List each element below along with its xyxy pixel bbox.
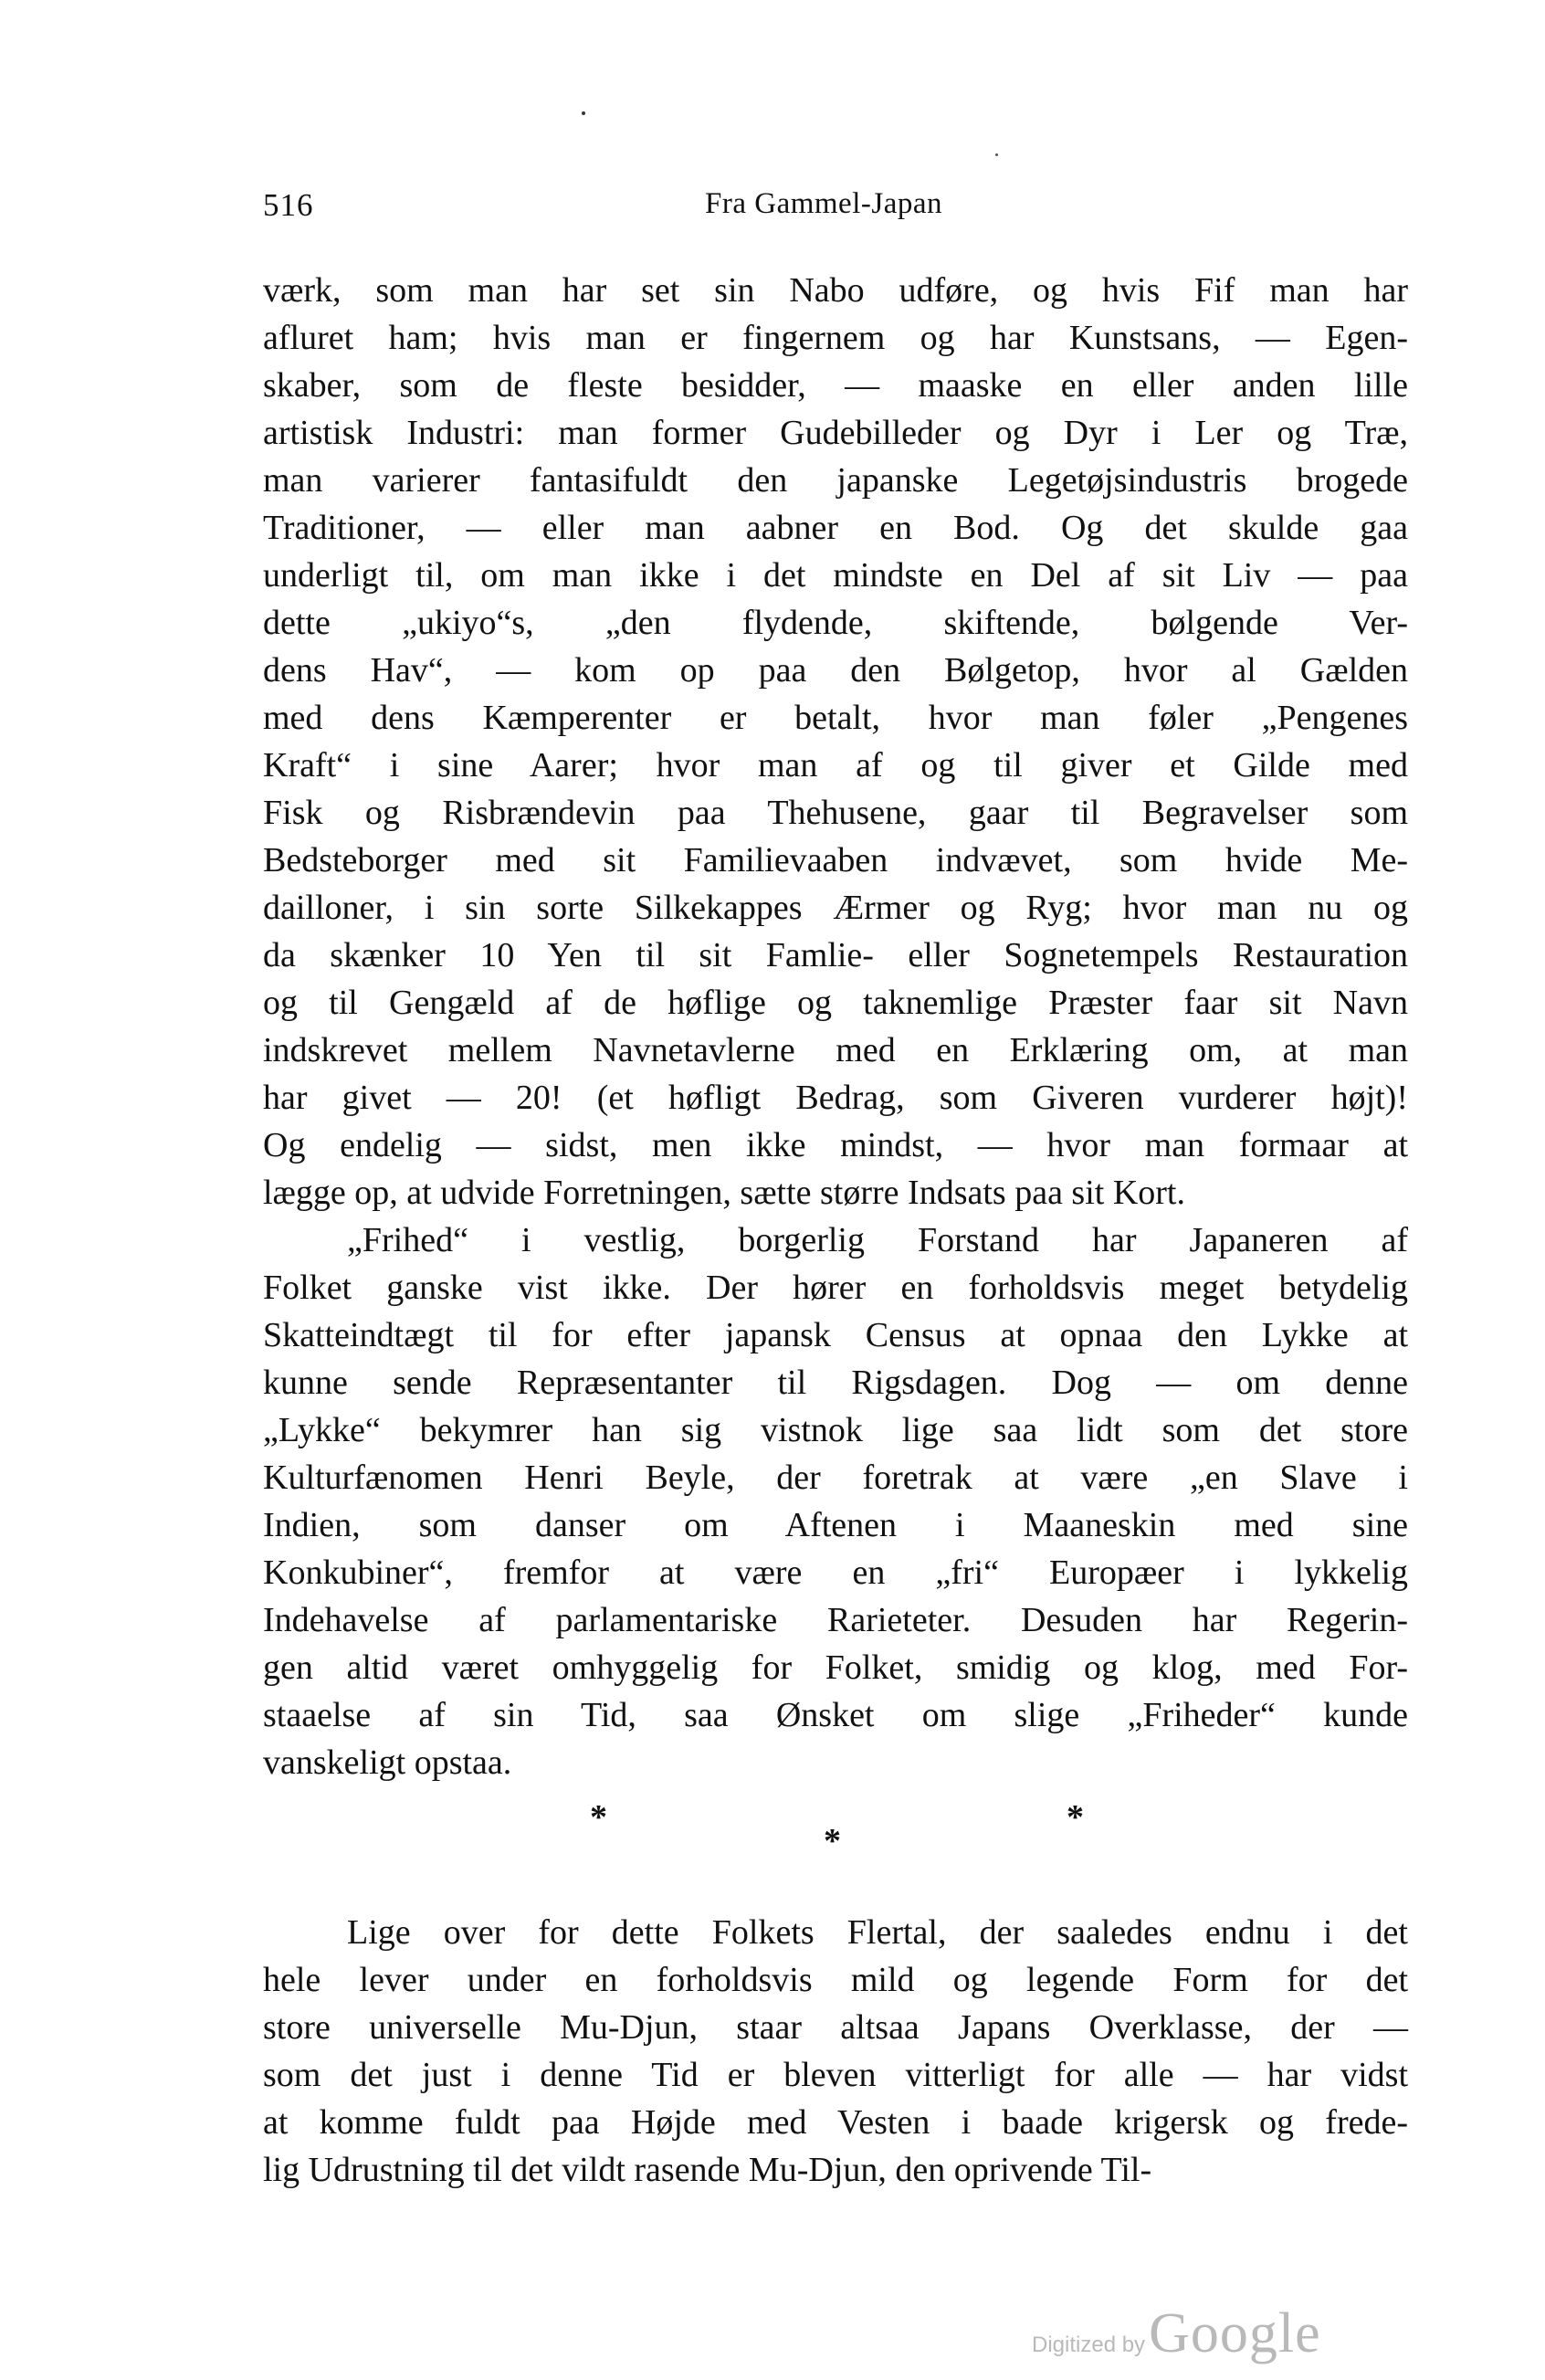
text-line: Indehavelse af parlamentariske Rarieteter. Desuden har Regerin- bbox=[263, 1601, 1408, 1639]
text-line: „Lykke“ bekymrer han sig vistnok lige saa lidt som det store bbox=[263, 1411, 1408, 1449]
paragraph bbox=[263, 1216, 1408, 1786]
text-line: indskrevet mellem Navnetavlerne med en Erklæring om, at man bbox=[263, 1031, 1408, 1069]
asterisk-mark: * bbox=[1067, 1798, 1084, 1837]
text-line: kunne sende Repræsentanter til Rigsdagen. Dog — om denne bbox=[263, 1364, 1408, 1402]
text-line: dailloner, i sin sorte Silkekappes Ærmer og Ryg; hvor man nu og bbox=[263, 889, 1408, 927]
text-line: Konkubiner“, fremfor at være en „fri“ Europæer i lykkelig bbox=[263, 1553, 1408, 1592]
running-title: Fra Gammel-Japan bbox=[705, 187, 942, 220]
text-line: Lige over for dette Folkets Flertal, der saaledes endnu i det bbox=[347, 1913, 1408, 1952]
text-line: Bedsteborger med sit Familievaaben indvævet, som hvide Me- bbox=[263, 841, 1408, 879]
section-break bbox=[263, 1786, 1408, 1909]
text-line: Og endelig — sidst, men ikke mindst, — hvor man formaar at bbox=[263, 1126, 1408, 1164]
text-line: Traditioner, — eller man aabner en Bod. Og det skulde gaa bbox=[263, 509, 1408, 547]
text-line: Skatteindtægt til for efter japansk Census at opnaa den Lykke at bbox=[263, 1316, 1408, 1354]
text-line: lægge op, at udvide Forretningen, sætte større Indsats paa sit Kort. bbox=[263, 1174, 1185, 1212]
text-line: underligt til, om man ikke i det mindste en Del af sit Liv — paa bbox=[263, 556, 1408, 595]
text-line: store universelle Mu-Djun, staar altsaa Japans Overklasse, der — bbox=[263, 2008, 1408, 2047]
google-logo: Google bbox=[1149, 2302, 1321, 2364]
text-line: Fisk og Risbrændevin paa Thehusene, gaar til Begravelser som bbox=[263, 794, 1408, 832]
text-line: at komme fuldt paa Højde med Vesten i baade krigersk og frede- bbox=[263, 2103, 1408, 2142]
text-line: da skænker 10 Yen til sit Famlie- eller Sognetempels Restauration bbox=[263, 936, 1408, 974]
text-line: Kulturfænomen Henri Beyle, der foretrak at være „en Slave i bbox=[263, 1459, 1408, 1497]
text-line: gen altid været omhyggelig for Folket, smidig og klog, med For- bbox=[263, 1648, 1408, 1687]
digitized-watermark bbox=[1032, 2301, 1321, 2366]
paragraph bbox=[263, 1909, 1408, 2194]
text-line: Kraft“ i sine Aarer; hvor man af og til giver et Gilde med bbox=[263, 746, 1408, 785]
text-line: og til Gengæld af de høflige og taknemlige Præster faar sit Navn bbox=[263, 984, 1408, 1022]
body-text bbox=[263, 267, 1408, 2194]
text-line: dens Hav“, — kom op paa den Bølgetop, hvor al Gælden bbox=[263, 651, 1408, 690]
print-speck bbox=[995, 153, 998, 156]
text-line: lig Udrustning til det vildt rasende Mu-Djun, den oprivende Til- bbox=[263, 2151, 1152, 2189]
text-line: afluret ham; hvis man er fingernem og har Kunstsans, — Egen- bbox=[263, 319, 1408, 357]
text-line: artistisk Industri: man former Gudebilleder og Dyr i Ler og Træ, bbox=[263, 414, 1408, 452]
text-line: staaelse af sin Tid, saa Ønsket om slige „Friheder“ kunde bbox=[263, 1696, 1408, 1734]
text-line: vanskeligt opstaa. bbox=[263, 1743, 512, 1782]
paragraph bbox=[263, 267, 1408, 1216]
text-line: dette „ukiyo“s, „den flydende, skiftende, bølgende Ver- bbox=[263, 604, 1408, 642]
text-line: som det just i denne Tid er bleven vitterligt for alle — har vidst bbox=[263, 2056, 1408, 2094]
text-line: Folket ganske vist ikke. Der hører en forholdsvis meget betydelig bbox=[263, 1269, 1408, 1307]
text-line: Indien, som danser om Aftenen i Maaneskin med sine bbox=[263, 1506, 1408, 1544]
page-number: 516 bbox=[263, 187, 314, 223]
print-speck bbox=[582, 111, 585, 115]
asterisk-mark: * bbox=[824, 1822, 841, 1860]
text-line: hele lever under en forholdsvis mild og legende Form for det bbox=[263, 1961, 1408, 1999]
text-line: skaber, som de fleste besidder, — maaske en eller anden lille bbox=[263, 366, 1408, 405]
text-line: værk, som man har set sin Nabo udføre, og hvis Fif man har bbox=[263, 271, 1408, 310]
asterisk-mark: * bbox=[590, 1798, 607, 1837]
text-line: man varierer fantasifuldt den japanske Legetøjsindustris brogede bbox=[263, 461, 1408, 500]
text-line: med dens Kæmperenter er betalt, hvor man føler „Pengenes bbox=[263, 699, 1408, 737]
text-line: „Frihed“ i vestlig, borgerlig Forstand har Japaneren af bbox=[347, 1221, 1408, 1259]
watermark-prefix: Digitized by bbox=[1032, 2333, 1146, 2357]
text-line: har givet — 20! (et høfligt Bedrag, som Giveren vurderer højt)! bbox=[263, 1079, 1408, 1117]
